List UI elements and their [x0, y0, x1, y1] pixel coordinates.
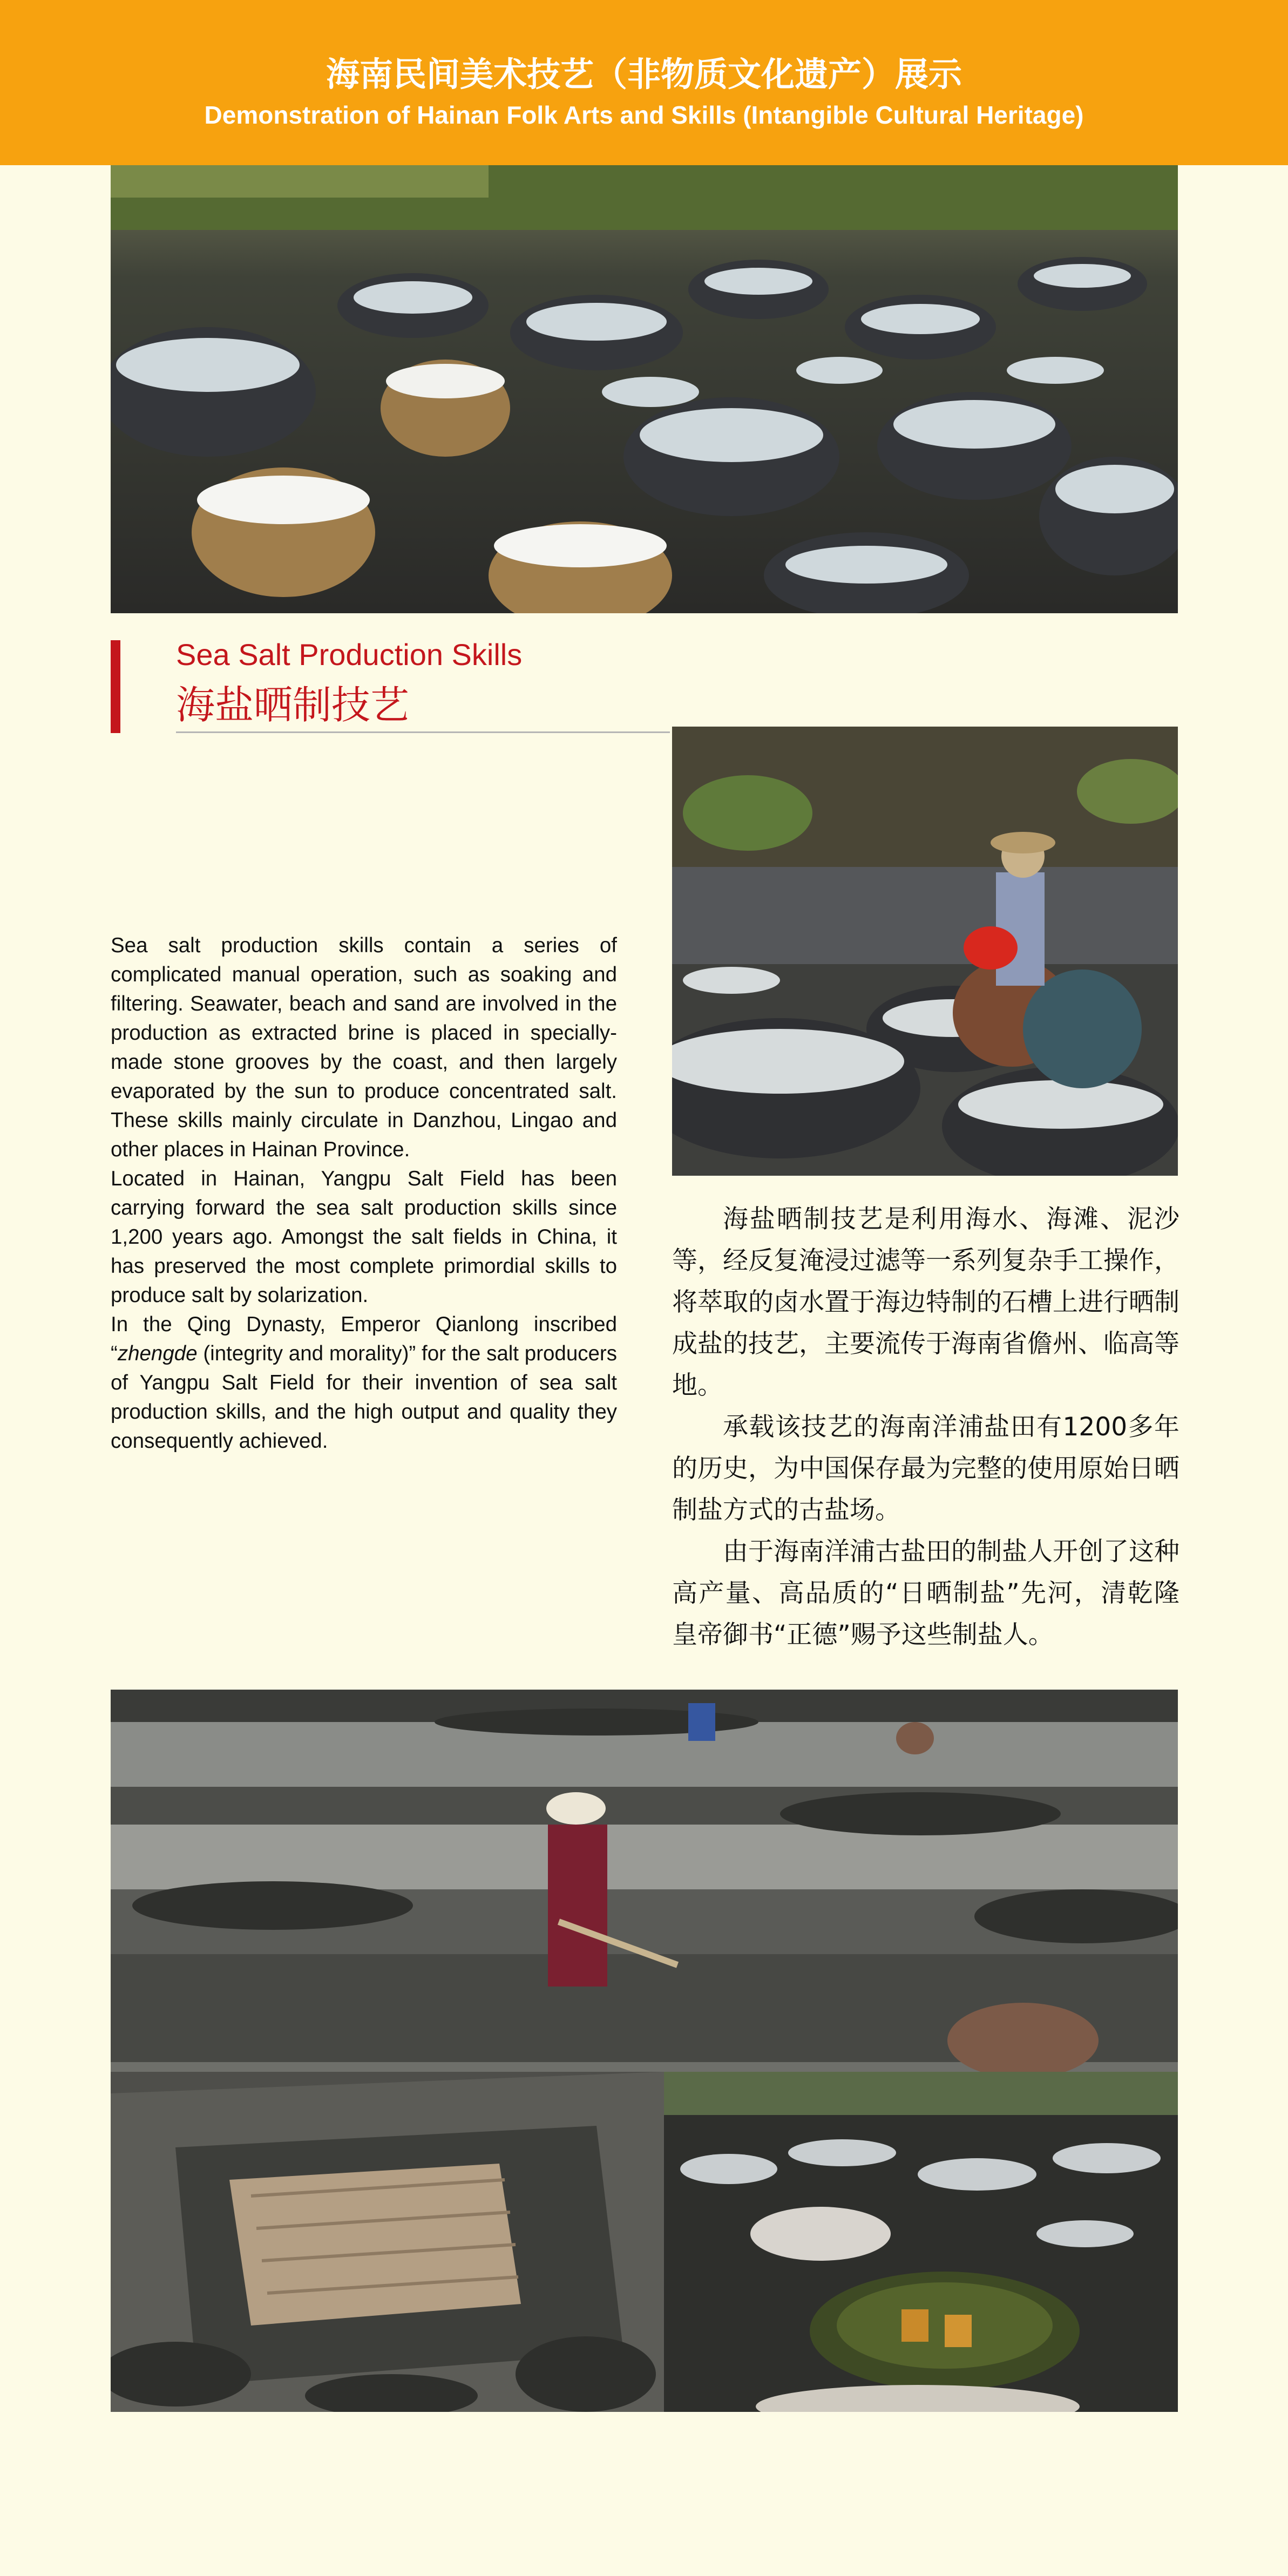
salt-field-baskets-photo — [111, 165, 1178, 613]
brine-well-inset-photo — [664, 2072, 1178, 2412]
chinese-paragraph-3: 由于海南洋浦古盐田的制盐人开创了这种高产量、高品质的“日晒制盐”先河，清乾隆皇帝御书“正德”赐予这些制盐人。 — [672, 1537, 1179, 1650]
section-title-chinese: 海盐晒制技艺 — [176, 682, 410, 728]
salt-bed-inset-photo — [111, 2072, 664, 2412]
english-paragraph-3 — [111, 1310, 617, 1456]
english-paragraph-2: Located in Hainan, Yangpu Salt Field has been carrying forward the sea salt production skills since 1,200 years ago. Amongst the salt fields in China, it has preserved the most complete primordial skills to produce salt by solarization. — [111, 1167, 617, 1307]
chinese-description — [672, 1198, 1179, 1656]
english-paragraph-1: Sea salt production skills contain a series of complicated manual operation, such as soaking and filtering. Seawater, beach and sand are involved in the production as extracted brine is placed in specially-made stone grooves by the coast, and then largely evaporated by the sun to produce concentrated salt. These skills mainly circulate in Danzhou, Lingao and other places in Hainan Province. — [111, 934, 617, 1161]
section-title-english: Sea Salt Production Skills — [176, 638, 523, 672]
chinese-paragraph-1: 海盐晒制技艺是利用海水、海滩、泥沙等，经反复淹浸过滤等一系列复杂手工操作，将萃取的卤水置于海边特制的石槽上进行晒制成盐的技艺，主要流传于海南省儋州、临高等地。 — [672, 1204, 1179, 1400]
english-description — [111, 931, 617, 1456]
zhengde-term: zhengde — [117, 1342, 198, 1365]
chinese-paragraph-2: 承载该技艺的海南洋浦盐田有1200多年的历史，为中国保存最为完整的使用原始日晒制盐方式的古盐场。 — [672, 1412, 1179, 1525]
section-accent-bar — [111, 640, 120, 733]
english-paragraph-3-start: In the Qing Dynasty, Emperor Qianlong inscribed “ — [111, 1313, 617, 1365]
header-title-english: Demonstration of Hainan Folk Arts and Skills (Intangible Cultural Heritage) — [204, 101, 1084, 129]
worker-pouring-brine-photo — [672, 727, 1178, 1176]
english-paragraph-3-end: (integrity and morality)” for the salt producers of Yangpu Salt Field for their invention of sea salt production skills, and the high output and quality they consequently achieved. — [111, 1342, 617, 1453]
header-title-chinese: 海南民间美术技艺（非物质文化遗产）展示 — [326, 55, 962, 94]
section-divider — [176, 731, 670, 733]
header-banner — [0, 0, 1288, 165]
